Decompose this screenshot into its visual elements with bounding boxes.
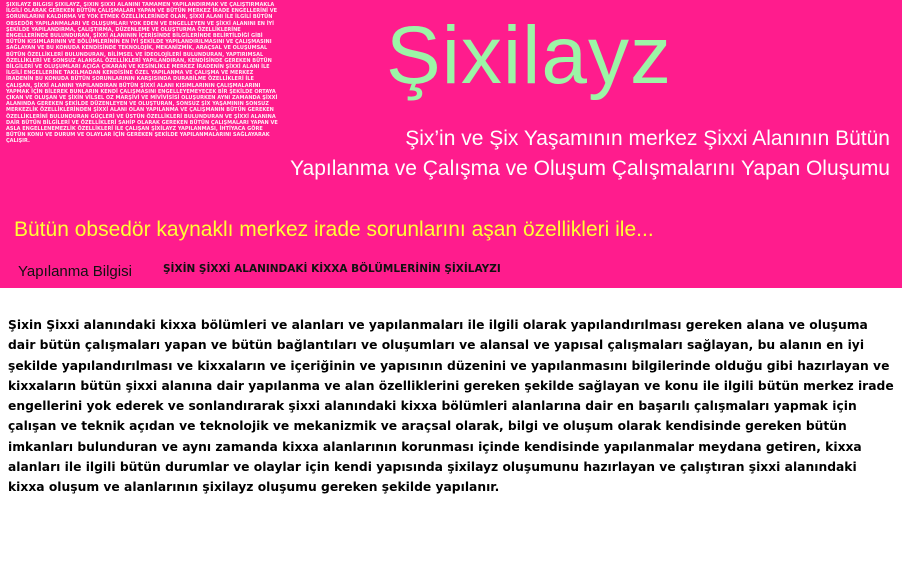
banner-tagline: Bütün obsedör kaynaklı merkez irade sorunlarını aşan özellikleri ile...	[14, 218, 654, 241]
section-label: Yapılanma Bilgisi	[18, 263, 132, 280]
subtitle-line-1: Şix’in ve Şix Yaşamının merkez Şixxi Alanının Bütün	[405, 127, 890, 150]
section-heading: ŞİXİN ŞİXXİ ALANINDAKİ KİXXA BÖLÜMLERİNİN ŞİXİLAYZI	[163, 263, 501, 275]
banner-subtitle	[200, 124, 890, 184]
brand-title: Şixilayz	[386, 10, 672, 101]
fine-print-text-block: ŞİXİLAYZ BİLGİSİ ŞİXİLAYZ, ŞİXİN ŞİXXİ ALANINI TAMAMEN YAPILANDIRMAK VE ÇALIŞTIRMAKLA İLGİLİ OLARAK GEREKEN BÜTÜN ÇALIŞMALARI YAPAN VE BÜTÜN MERKEZ İRADE ENGELLERİNİ VE SORUNLARINI KALDIRMA VE YOK ETMEK ÖZELLİKLERİNDE OLAN, ŞİXXİ ALANI İLE İLGİLİ BÜTÜN OBSEDÖR YAPILANMALARI VE OLUŞUMLARI YOK EDEN VE ENGELLEYEN VE ŞİXXİ ALANINI EN İYİ ŞEKİLDE YAPILANDIRMA, ÇALIŞTIRMA, DÜZENLEME VE OLUŞTURMA ÖZELLİKLERİNE ENGELLERİNDE BULUNDURAN, ŞİXXİ ALANININ İÇERİSİNDE BİLGİLERİNDE BELİRTİLDİĞİ GİBİ BÜTÜN KISIMLARININ VE BÖLÜMLERİNİN EN İYİ ŞEKİLDE YAPILANDIRILMASINI VE ÇALIŞMASINI SAĞLAYAN VE BU KONUDA KENDİSİNDE TEKNOLOJİK, MEKANİZMİK, ARAÇSAL VE OLUŞUMSAL BÜTÜN ÖZELLİKLERİ BULUNDURAN, BİLİMSEL VE İDEOLOJİLERİ BULUNDURAN, YAPTIRIMSAL ÖZELLİKLERİ VE SONSUZ ALANSAL ÖZELLİKLERİ YAPILANDIRAN, KENDİSİNDE GEREKEN BÜTÜN BİLGİLERİ VE OLUŞUMLARI AÇIĞA ÇIKARAN VE KESİNLİKLE MERKEZ İRADENİN ŞİXXİ ALANI İLE İLGİLİ ENGELLERİNE TAKILMADAN KENDİSİNE ÖZEL YAPILANMA VE ÇALIŞMA VE MERKEZ İRADENİN BU KONUDA BÜTÜN SORUNLARININ KARŞISINDA DURABİLME ÖZELLİKLERİ İLE ÇALIŞAN, ŞİXXİ ALANINI YAPILANDIRAN BÜTÜN ŞİXXİ ALANI KISIMLARININ ÇALIŞMALARINI YAPMAK İÇİN BİLEREK BUNLARIN KENDİ ÇALIŞMASINI ENGELLEYEMEYECEK BİR ŞEKİLDE ORTAYA ÇIKAN VE OLUŞAN VE ŞİXİN VİLSEL OZ MARŞİVİ VE MİVİVİSİSİ OLUŞURKEN AYNI ZAMANDA ŞİXXİ ALANINDA GEREKEN ŞEKİLDE DÜZENLEYEN VE OLUŞTURAN, SONSUZ ŞİX YAŞAMININ SONSUZ MERKEZLİK ÖZELLİKLERİNDEN ŞİXXİ ALANI OLAN YAPILANMA VE ÇALIŞMANIN BÜTÜN GEREKEN ÖZELLİKLERİNİ BULUNDURAN GÜÇLERİ VE ÜSTÜN ÖZELLİKLERİ BULUNDURAN VE ŞİXXİ ALANINA DAİR BÜTÜN BİLGİLERİ VE ÖZELLİKLERİ SAHİP OLARAK GEREKEN BÜTÜN ÇALIŞMALARI YAPAN VE ASLA ENGELLENEMEZLİK ÖZELLİKLERİ İLE ÇALIŞAN ŞİXİLAYZ YAPILANMASI, İHTİYACA GÖRE BÜTÜN KONU VE DURUM VE OLAYLAR İÇİN GEREKEN ŞEKİLDE YAPILANMALARINI SAĞLAYARAK ÇALIŞIR.	[6, 2, 278, 145]
subtitle-line-2: Yapılanma ve Çalışma ve Oluşum Çalışmalarını Yapan Oluşumu	[290, 157, 890, 180]
main-paragraph: Şixin Şixxi alanındaki kixxa bölümleri ve alanları ve yapılanmaları ile ilgili olarak yapılandırılması gereken alana ve oluşuma dair bütün çalışmaları yapan ve bütün bağlantıları ve oluşumları ve alansal ve yapısal çalışmaları sağlayan, bu alanın en iyi şekilde yapılandırılması ve kixxaların ve içeriğinin ve yapısının düzenini ve yapılanmasını bilgilerinde olduğu gibi hazırlayan ve kixxaların bütün şixxi alanına dair yapılanma ve alan özelliklerini gereken şekilde sağlayan ve konu ile ilgili bütün merkez irade engellerini yok ederek ve sonlandırarak şixxi alanındaki kixxa bölümleri alanlarına dair en başarılı çalışmaları yapmak için çalışan ve teknik açıdan ve teknolojik ve mekanizmik ve araçsal olarak, bilgi ve oluşum olarak kendisinde gereken bütün imkanları bulunduran ve aynı zamanda kixxa alanlarının korunması içinde kendisinde yapılanmalar meydana getiren, kixxa alanları ile ilgili bütün durumlar ve olaylar için kendi yapısında şixilayz oluşumunu hazırlayan ve çalıştıran şixxi alanındaki kixxa oluşum ve alanlarının şixilayz oluşumu gereken şekilde yapılanır.	[8, 318, 894, 495]
header-banner	[0, 0, 902, 288]
